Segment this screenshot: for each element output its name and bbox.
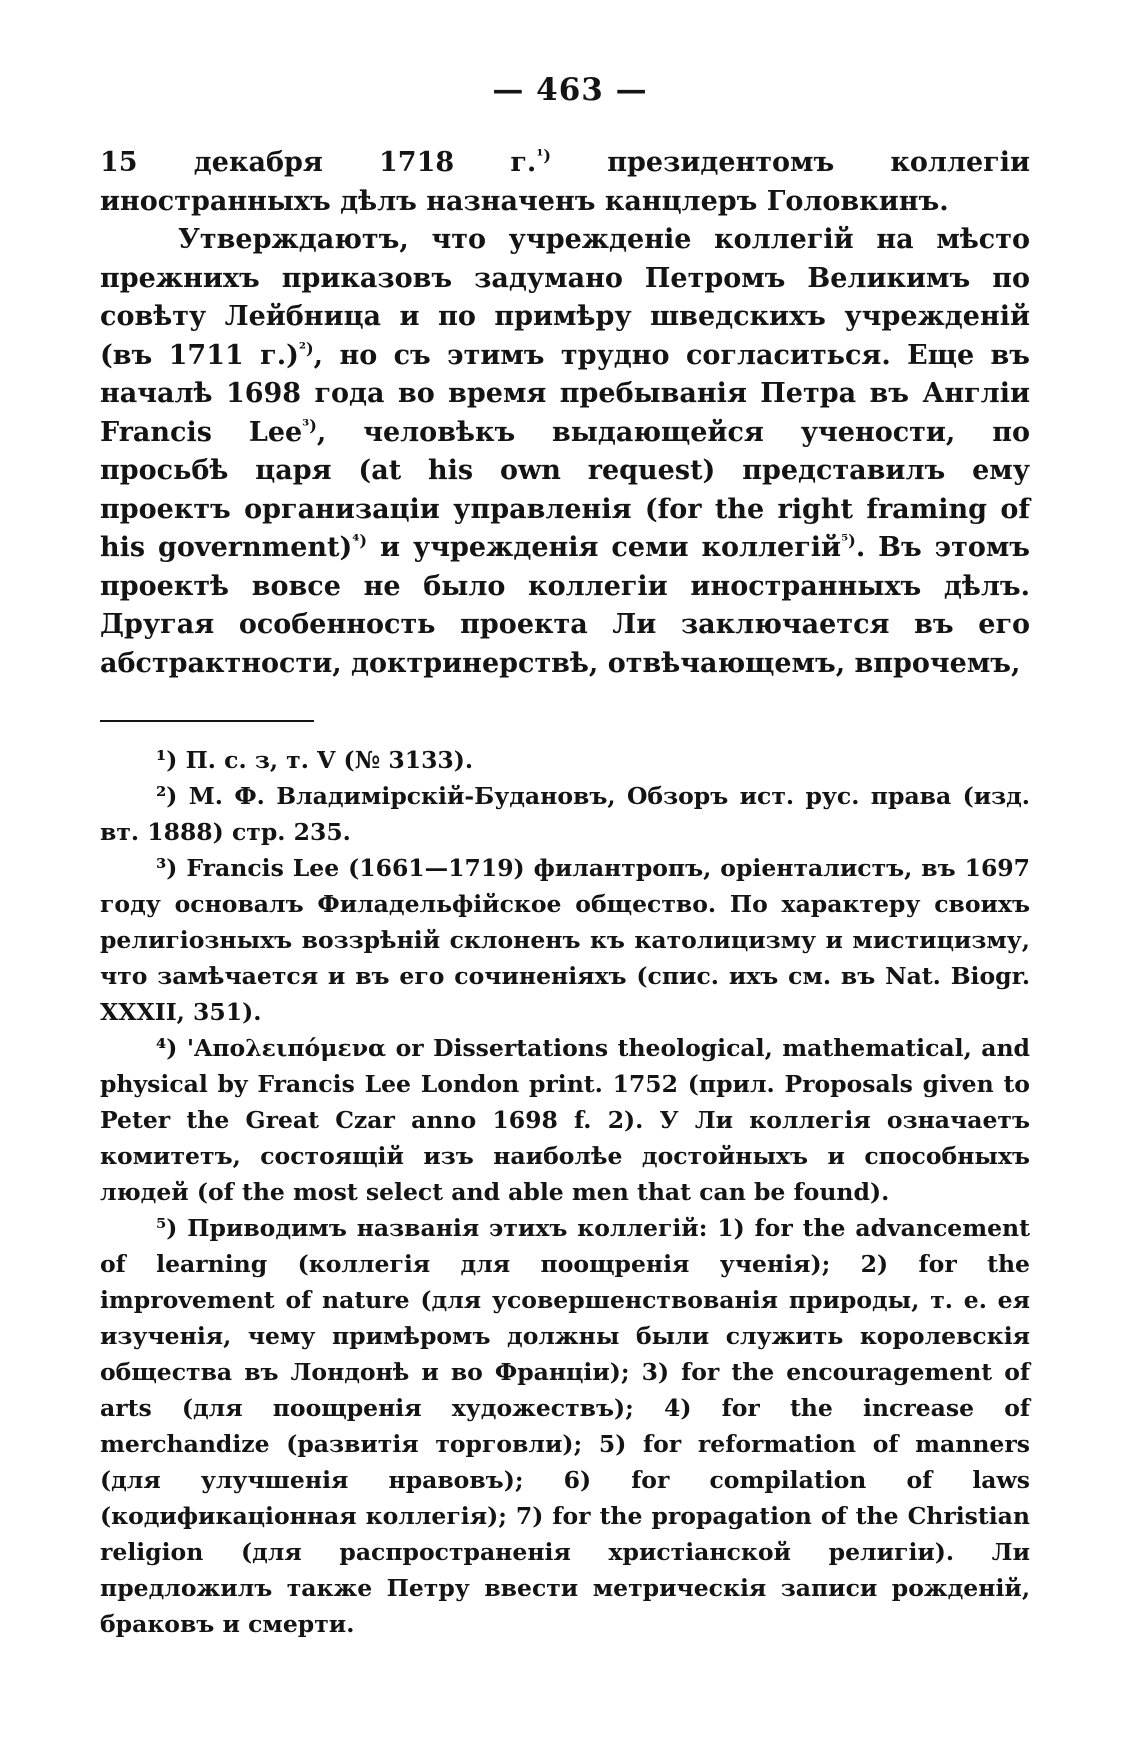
- text-run: , но съ этимъ трудно согласиться. Еще въ началѣ 1698 года во время пребыванія Петра въ Англіи Francis Lee: [100, 339, 1031, 448]
- text-run: и учрежденія семи коллегій: [367, 532, 842, 563]
- page-number: — 463 —: [492, 72, 648, 108]
- footnote-ref-2: ²): [298, 338, 314, 358]
- footnote-4: ⁴) 'Απολειπόμενα or Dissertations theological, mathematical, and physical by Francis Lee London print. 1752 (прил. Proposals given to Peter the Great Czar anno 1698 f. 2). У Ли коллегія означаетъ комитетъ, состоящій изъ наиболѣе достойныхъ и способныхъ людей (of the most select and able men that can be found).: [100, 1034, 1030, 1206]
- footnote-5: ⁵) Приводимъ названія этихъ коллегій: 1) for the advancement of learning (коллегія для поощренія ученія); 2) for the improvement of nature (для усовершенствованія природы, т. е. ея изученія, чему примѣромъ должны были служить королевскія общества въ Лондонѣ и во Франціи); 3) for the encouragement of arts (для поощренія художествъ); 4) for the increase of merchandize (развитія торговли); 5) for reformation of manners (для улучшенія нравовъ); 6) for compilation of laws (кодификаціонная коллегія); 7) for the propagation of the Christian religion (для распространенія христіанской религіи). Ли предложилъ также Петру ввести метрическія записи рожденій, браковъ и смерти.: [100, 1214, 1030, 1638]
- main-paragraph-2: [100, 221, 1030, 683]
- text-run: 15 декабря 1718 г.: [100, 147, 537, 178]
- text-run: . Въ этомъ проектѣ вовсе не было коллегіи иностранныхъ дѣлъ. Другая особенность проекта Ли заключается въ его абстрактности, доктринерствѣ, отвѣчающемъ, впрочемъ,: [100, 532, 1030, 679]
- footnote-1: ¹) П. с. з, т. V (№ 3133).: [156, 746, 474, 774]
- text-run: президентомъ коллегіи иностранныхъ дѣлъ назначенъ канцлеръ Головкинъ.: [100, 147, 1030, 217]
- text-run: Утверждаютъ, что учрежденіе коллегій на мѣсто прежнихъ приказовъ задумано Петромъ Великимъ по совѣту Лейбница и по примѣру шведскихъ учрежденій (въ 1711 г.): [100, 224, 1030, 371]
- footnote-ref-3: ³): [302, 415, 317, 435]
- text-run: , человѣкъ выдающейся учености, по просьбѣ царя (at his own request) представилъ ему проектъ организаціи управленія (for the right framing of his government): [100, 416, 1030, 563]
- main-paragraph-1: [100, 144, 1030, 221]
- footnote-ref-1: ¹): [536, 146, 552, 165]
- footnote-2: ²) М. Ф. Владимірскій-Будановъ, Обзоръ ист. рус. права (изд. вт. 1888) стр. 235.: [100, 782, 1030, 846]
- footnote-separator: [100, 720, 314, 722]
- footnote-3: ³) Francis Lee (1661—1719) филантропъ, оріенталистъ, въ 1697 году основалъ Филадельфійское общество. По характеру своихъ религіозныхъ воззрѣній склоненъ къ католицизму и мистицизму, что замѣчается и въ его сочиненіяхъ (спис. ихъ см. въ Nat. Biogr. XXXII, 351).: [100, 854, 1030, 1026]
- footnotes: [100, 742, 1030, 1642]
- footnote-ref-4: ⁴): [352, 531, 368, 550]
- footnote-ref-5: ⁵): [841, 531, 856, 550]
- main-text: [100, 144, 1030, 683]
